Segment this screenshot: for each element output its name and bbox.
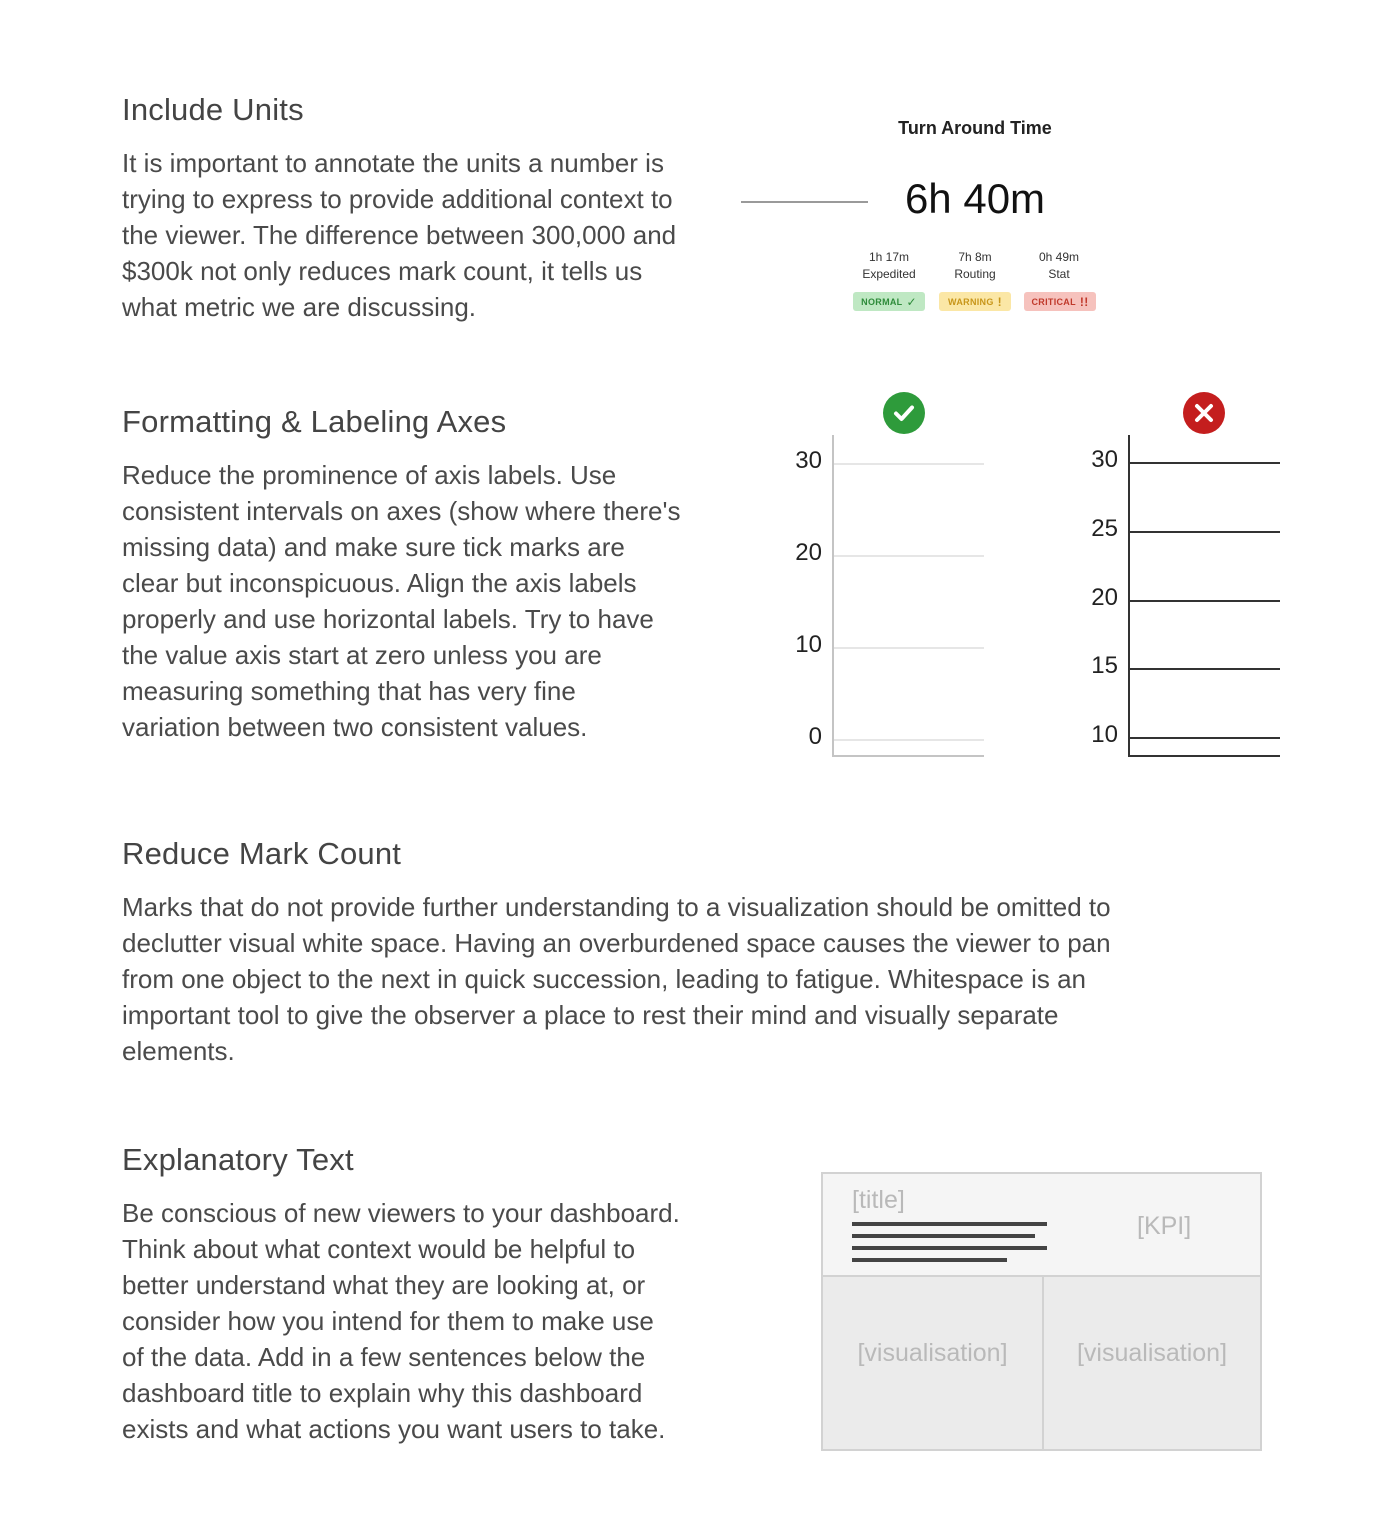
sub-metric-expedited — [852, 249, 926, 283]
wireframe-text-line — [852, 1246, 1047, 1250]
double-exclamation-icon: !! — [1079, 294, 1089, 309]
axes-paragraph — [122, 457, 742, 745]
explanatory-heading: Explanatory Text — [122, 1142, 354, 1177]
sub-metric-routing — [938, 249, 1012, 283]
tick-label-20: 20 — [795, 539, 822, 566]
explanatory-paragraph — [122, 1195, 742, 1447]
status-badge-critical — [1024, 292, 1096, 311]
explanatory-line: exists and what actions you want users to take. — [122, 1414, 666, 1444]
explanatory-line: dashboard title to explain why this dashboard — [122, 1378, 643, 1408]
explanatory-line: of the data. Add in a few sentences below the — [122, 1342, 646, 1372]
gridline-10 — [1130, 737, 1280, 739]
sub-metric-label: Expedited — [862, 267, 916, 281]
gridline-20 — [834, 555, 984, 557]
units-heading: Include Units — [122, 92, 304, 127]
sub-metric-value: 0h 49m — [1038, 250, 1080, 264]
tick-label-30: 30 — [795, 447, 822, 474]
kpi-value: 6h 40m — [904, 175, 1046, 222]
gridline-30 — [1130, 462, 1280, 464]
units-line: the viewer. The difference between 300,000 and — [122, 220, 677, 250]
sub-metric-label: Stat — [1048, 267, 1070, 281]
bad-baseline — [1128, 755, 1280, 757]
marks-line: declutter visual white space. Having an overburdened space causes the viewer to pan — [122, 928, 1111, 958]
units-line: trying to express to provide additional context to — [122, 184, 673, 214]
sub-metric-value: 7h 8m — [958, 250, 992, 264]
marks-line: from one object to the next in quick succession, leading to fatigue. Whitespace is an — [122, 964, 1086, 994]
good-axis-line — [832, 435, 834, 757]
marks-paragraph — [122, 889, 1282, 1069]
sub-metric-label: Routing — [954, 267, 996, 281]
incorrect-cross-icon — [1183, 392, 1225, 434]
wireframe-title-placeholder: [title] — [852, 1186, 905, 1214]
wireframe-viz-right-placeholder: [visualisation] — [1076, 1339, 1228, 1367]
axes-line: consistent intervals on axes (show where there's — [122, 496, 681, 526]
status-badge-normal — [853, 292, 925, 311]
wireframe-viz-left-placeholder: [visualisation] — [857, 1339, 1008, 1367]
tick-label-30: 30 — [1091, 446, 1118, 473]
tick-label-10: 10 — [1091, 721, 1118, 748]
explanatory-line: better understand what they are looking at, or — [122, 1270, 646, 1300]
axes-line: clear but inconspicuous. Align the axis labels — [122, 568, 637, 598]
explanatory-line: Be conscious of new viewers to your dashboard. — [122, 1198, 680, 1228]
axes-line: Reduce the prominence of axis labels. Use — [122, 460, 617, 490]
gridline-10 — [834, 647, 984, 649]
explanatory-line: Think about what context would be helpful to — [122, 1234, 636, 1264]
tick-label-0: 0 — [808, 723, 822, 750]
tick-label-15: 15 — [1091, 652, 1118, 680]
units-paragraph — [122, 145, 742, 325]
tick-label-10: 10 — [795, 631, 822, 658]
wireframe-text-line — [852, 1234, 1035, 1238]
axes-line: measuring something that has very fine — [122, 676, 576, 706]
units-line: $300k not only reduces mark count, it tells us — [122, 256, 643, 286]
marks-line: Marks that do not provide further understanding to a visualization should be omitted to — [122, 892, 1111, 922]
wireframe-header — [823, 1174, 1260, 1277]
good-axis-chart — [760, 430, 990, 770]
gridline-30 — [834, 463, 984, 465]
dashboard-wireframe — [821, 1172, 1262, 1451]
axes-line: the value axis start at zero unless you are — [122, 640, 602, 670]
kpi-title: Turn Around Time — [898, 118, 1052, 138]
badge-label: WARNING — [948, 296, 994, 307]
explanatory-line: consider how you intend for them to make use — [122, 1306, 654, 1336]
status-badge-warning — [939, 292, 1011, 311]
units-line: what metric we are discussing. — [122, 292, 477, 322]
wireframe-text-line — [852, 1258, 1007, 1262]
gridline-0 — [834, 739, 984, 741]
tick-label-25: 25 — [1091, 514, 1118, 542]
axes-line: missing data) and make sure tick marks are — [122, 532, 625, 562]
marks-heading: Reduce Mark Count — [122, 836, 402, 871]
axes-line: properly and use horizontal labels. Try to have — [122, 604, 654, 634]
gridline-15 — [1130, 668, 1280, 670]
axes-line: variation between two consistent values. — [122, 712, 588, 742]
marks-line: elements. — [122, 1036, 235, 1066]
badge-label: CRITICAL — [1031, 296, 1076, 307]
correct-check-icon — [883, 392, 925, 434]
bad-axis-line — [1128, 435, 1130, 757]
axes-heading: Formatting & Labeling Axes — [122, 404, 507, 439]
wireframe-text-line — [852, 1222, 1047, 1226]
wireframe-kpi-placeholder: [KPI] — [1137, 1212, 1192, 1240]
gridline-20 — [1130, 600, 1280, 602]
good-baseline — [832, 755, 984, 757]
badge-label: NORMAL — [861, 296, 903, 307]
marks-line: important tool to give the observer a place to rest their mind and visually separate — [122, 1000, 1059, 1030]
sub-metric-value: 1h 17m — [868, 250, 910, 264]
units-line: It is important to annotate the units a number is — [122, 148, 664, 178]
exclamation-icon: ! — [997, 294, 1002, 309]
bad-axis-chart — [1056, 430, 1286, 770]
check-icon: ✓ — [906, 294, 917, 309]
tick-label-20: 20 — [1091, 583, 1118, 611]
gridline-25 — [1130, 531, 1280, 533]
sub-metric-stat — [1022, 249, 1096, 283]
